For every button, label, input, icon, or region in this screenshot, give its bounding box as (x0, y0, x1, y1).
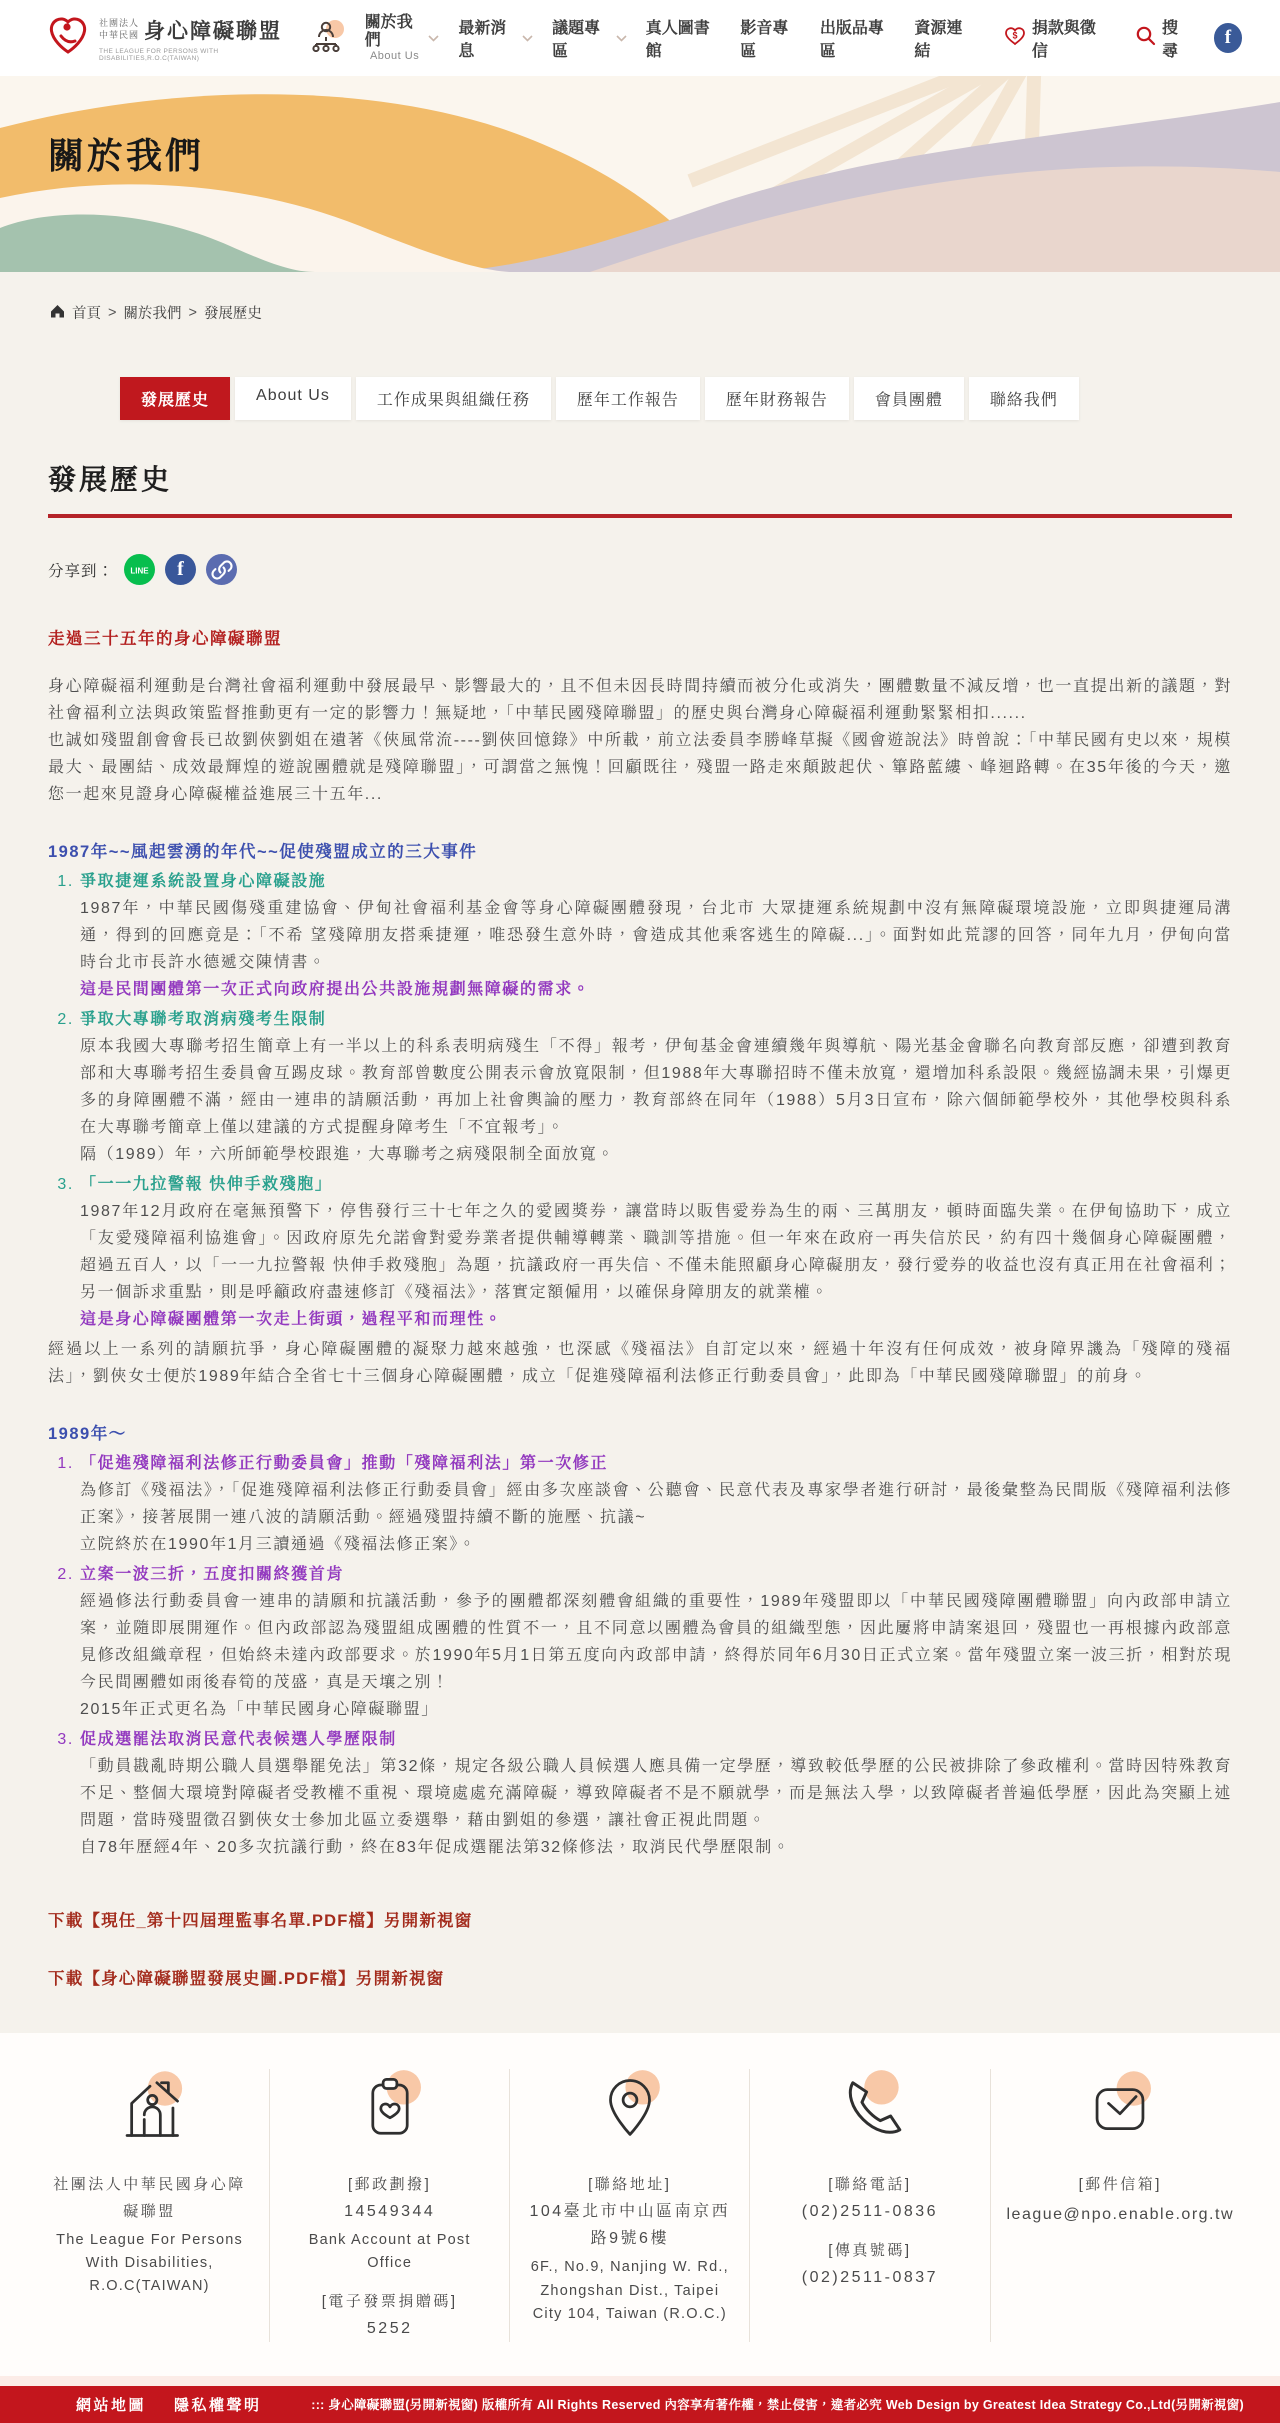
event-extra: 2015年正式更名為「中華民國身心障礙聯盟」 (80, 1701, 439, 1718)
location-icon (526, 2069, 733, 2155)
tab-financial-reports[interactable]: 歷年財務報告 (705, 377, 849, 420)
footer-address-column (510, 2069, 750, 2342)
chevron-down-icon (616, 29, 627, 47)
list-item (80, 868, 1232, 1003)
tab-achievements[interactable]: 工作成果與組織任務 (356, 377, 551, 420)
footer-invoice-label: [電子發票捐贈碼] (321, 2292, 458, 2310)
list-item (80, 1171, 1232, 1333)
tab-history[interactable]: 發展歷史 (120, 377, 230, 420)
event-body: 為修訂《殘福法》，「促進殘障福利法修正行動委員會」經由多次座談會、公聽會、民意代表及專家學者進行研討，最後彙整為民間版《殘障福利法修正案》，接著展開一連八波的請願活動。經過殘盟持續不斷的施壓、抗議~ (80, 1482, 1232, 1526)
donate-button[interactable]: $ 捐款與徵信 (1004, 15, 1106, 61)
event-title[interactable]: 爭取大專聯考取消病殘考生限制 (80, 1011, 327, 1028)
footer-divider-strip (0, 2376, 1280, 2386)
footer-address-label: [聯絡地址] (588, 2176, 672, 2193)
event-body: 原本我國大專聯考招生簡章上有一半以上的科系表明病殘生「不得」報考，伊甸基金會連續幾年與導航、陽光基金會聯名向教育部反應，卻遭到教育部和大專聯考招生委員會互踢皮球。教育部曾數度公開表示會放寬限制，但1988年大專聯招時不僅未放寬，還增加科系設限。幾經協調未果，引爆更多的身障團體不滿，經由一連串的請願活動，再加上社會輿論的壓力，教育部終在同年（1988）5月3日宣布，除六個師範學校外，其他學校與科系在大專聯考簡章上僅以建議的方式提醒身障考生「不宜報考」。 (80, 1038, 1232, 1136)
breadcrumb-separator: > (188, 304, 197, 321)
site-logo[interactable] (46, 14, 310, 63)
section-heading-1989: 1989年～ (48, 1425, 127, 1443)
event-body: 1987年12月政府在毫無預警下，停售發行三十七年之久的愛國獎券，讓當時以販售愛券為生的兩、三萬朋友，頓時面臨失業。在伊甸協助下，成立「友愛殘障福利協進會」。因政府原先允諾會對愛券業者提供輔導轉業、職訓等措施。但一年來在政府一再失信於民，約有四十幾個身心障礙團體，超過五百人，以「一一九拉警報 快伸手救殘胞」為題，抗議政府一再失信、不僅未能照顧身心障礙朋友，發行愛券的收益也沒有真正用在社會福利；另一個訴求重點，則是呼籲政府盡速修訂《殘福法》，落實定額僱用，以確保身障朋友的就業權。 (80, 1203, 1232, 1301)
svg-text:LINE: LINE (130, 566, 149, 576)
copy-link-icon[interactable] (206, 554, 237, 585)
breadcrumb (0, 272, 1280, 323)
footer-address-en: 6F., No.9, Nanjing W. Rd., Zhongshan Dist., Taipei City 104, Taiwan (R.O.C.) (530, 2259, 729, 2322)
tab-work-reports[interactable]: 歷年工作報告 (556, 377, 700, 420)
list-item (80, 1726, 1232, 1861)
footer-org-column (30, 2069, 270, 2342)
copyright-text: ::: 身心障礙聯盟(另開新視窗) 版權所有 All Rights Reserved 內容享有著作權，禁止侵害，違者必究 Web Design by Greatest Idea Strategy Co.,Ltd(另開新視窗) (311, 2398, 1244, 2413)
privacy-link[interactable]: 隱私權聲明 (174, 2396, 262, 2414)
footer-invoice-code: 5252 (366, 2319, 413, 2337)
footer-mail-label: [郵件信箱] (1078, 2176, 1162, 2193)
breadcrumb-about[interactable]: 關於我們 (123, 306, 182, 322)
event-extra: 隔（1989）年，六所師範學校跟進，大專聯考之病殘限制全面放寬。 (80, 1146, 615, 1163)
breadcrumb-separator: > (108, 304, 117, 321)
hero-banner (0, 76, 1280, 272)
bottom-bar (0, 2386, 1280, 2423)
heart-donate-icon (1004, 26, 1026, 51)
footer-fax-label: [傳真號碼] (828, 2242, 912, 2260)
logo-name: 身心障礙聯盟 (144, 19, 283, 43)
footer-postal-label: [郵政劃撥] (348, 2176, 432, 2193)
event-highlight: 這是民間團體第一次正式向政府提出公共設施規劃無障礙的需求。 (80, 981, 591, 998)
footer-fax-number: (02)2511-0837 (801, 2269, 939, 2287)
svg-text:$: $ (1012, 30, 1018, 40)
footer-email-link[interactable]: league@npo.enable.org.tw (1006, 2206, 1234, 2223)
event-body: 經過修法行動委員會一連串的請願和抗議活動，參予的團體都深刻體會組織的重要性，1989年殘盟即以「中華民國殘障團體聯盟」向內政部申請立案，並隨即展開運作。但內政部認為殘盟組成團體的性質不一，且不同意以團體為會員的組織型態，因此屢將申請案退回，殘盟也一再根據內政部意見修改組織章程，但始終未達內政部要求。於1990年5月1日第五度向內政部申請，終得於同年6月30日正式立案。當年殘盟立案一波三折，相對於現今民間團體如雨後春筍的茂盛，真是天壤之別！ (80, 1593, 1232, 1691)
footer-tel-label: [聯絡電話] (828, 2176, 912, 2193)
events-list-1989 (48, 1450, 1232, 1861)
event-extra: 自78年歷經4年、20多次抗議行動，終在83年促成選罷法第32條修法，取消民代學歷限制。 (80, 1839, 791, 1856)
share-row (48, 554, 1232, 585)
site-footer (0, 2033, 1280, 2376)
chevron-down-icon (522, 29, 533, 47)
article-heading: 走過三十五年的身心障礙聯盟 (48, 630, 282, 648)
event-title[interactable]: 促成選罷法取消民意代表候選人學歷限制 (80, 1731, 397, 1748)
home-icon (50, 304, 65, 322)
list-item (80, 1561, 1232, 1723)
mail-icon (1007, 2069, 1235, 2155)
site-header (0, 0, 1280, 76)
tab-about-us[interactable]: About Us (235, 377, 351, 420)
footer-tel-number: (02)2511-0836 (801, 2203, 939, 2220)
section-tabs (120, 377, 1280, 420)
breadcrumb-current: 發展歷史 (203, 306, 262, 322)
main-nav (310, 14, 1242, 61)
tab-contact[interactable]: 聯絡我們 (969, 377, 1079, 420)
breadcrumb-home[interactable]: 首頁 (72, 306, 101, 322)
footer-postal-number: 14549344 (344, 2203, 436, 2220)
list-item (80, 1006, 1232, 1168)
phone-icon (766, 2069, 973, 2155)
logo-name-en: THE LEAGUE FOR PERSONS WITH DISABILITIES,R.O.C(TAIWAN) (99, 47, 219, 62)
intro-paragraph: 身心障礙福利運動是台灣社會福利運動中發展最早、影響最大的，且不但未因長時間持續而被分化或消失，團體數量不減反增，也一直提出新的議題，對社會福利立法與政策監督推動更有一定的影響力！無疑地，「中華民國殘障聯盟」的歷史與台灣身心障礙福利運動緊緊相扣...... (48, 678, 1232, 722)
footer-postal-label-en: Bank Account at Post Office (308, 2232, 471, 2272)
hero-title: 關於我們 (48, 135, 205, 176)
page-title: 發展歷史 (48, 464, 173, 495)
sitemap-link[interactable]: 網站地圖 (76, 2396, 147, 2414)
event-highlight: 這是身心障礙團體第一次走上街頭，過程平和而理性。 (80, 1311, 503, 1328)
search-button[interactable]: 搜尋 (1135, 15, 1191, 61)
list-item (80, 1450, 1232, 1558)
download-history-chart-link[interactable]: 下載【身心障礙聯盟發展史圖.PDF檔】另開新視窗 (48, 1970, 445, 1988)
section-closing: 經過以上一系列的請願抗爭，身心障礙團體的凝聚力越來越強，也深感《殘福法》自訂定以來，經過十年沒有任何成效，被身障界譏為「殘障的殘福法」，劉俠女士便於1989年結合全省七十三個身心障礙團體，成立「促進殘障福利法修正行動委員會」，此即為「中華民國殘障聯盟」的前身。 (48, 1341, 1232, 1385)
intro-paragraph: 也誠如殘盟創會會長已故劉俠劉姐在遺著《俠風常流----劉俠回憶錄》中所載，前立法委員李勝峰草擬《國會遊說法》時曾說：「中華民國有史以來，規模最大、最團結、成效最輝煌的遊說團體就是殘障聯盟」，可謂當之無愧！回顧既往，殘盟一路走來顛跛起伏、篳路藍縷、峰迴路轉。在35年後的今天，邀您一起來見證身心障礙權益進展三十五年... (48, 732, 1232, 803)
download-board-list-link[interactable]: 下載【現任_第十四屆理監事名單.PDF檔】另開新視窗 (48, 1912, 473, 1930)
nav-item-video[interactable]: 影音專區 (740, 20, 789, 60)
facebook-share-icon[interactable]: f (165, 554, 196, 585)
search-icon (1135, 25, 1156, 51)
event-title[interactable]: 「一一九拉警報 快伸手救殘胞」 (80, 1176, 333, 1193)
league-logo-icon (46, 14, 90, 63)
nav-item-issues[interactable]: 議題專區 (552, 15, 627, 61)
chevron-down-icon (428, 29, 439, 47)
house-icon (46, 2069, 253, 2155)
event-title[interactable]: 「促進殘障福利法修正行動委員會」推動「殘障福利法」第一次修正 (80, 1455, 609, 1472)
tab-member-groups[interactable]: 會員團體 (854, 377, 964, 420)
event-title[interactable]: 爭取捷運系統設置身心障礙設施 (80, 873, 327, 890)
nav-item-about[interactable]: 關於我們 About Us (365, 14, 440, 61)
event-body: 「動員戡亂時期公職人員選舉罷免法」第32條，規定各級公職人員候選人應具備一定學歷，導致較低學歷的公民被排除了參政權利。當時因特殊教育不足、整個大環境對障礙者受教權不重視、環境處處充滿障礙，導致障礙者不是不願就學，而是無法入學，以致障礙者普遍低學歷，因此為突顯上述問題，當時殘盟徵召劉俠女士參加北區立委選舉，藉由劉姐的參選，讓社會正視此問題。 (80, 1758, 1232, 1829)
footer-address-cn: 104臺北市中山區南京西路9號6樓 (529, 2203, 731, 2248)
footer-contact-column (750, 2069, 990, 2342)
title-rule (48, 514, 1232, 518)
sitemap-icon[interactable] (310, 20, 346, 57)
facebook-icon[interactable]: f (1214, 23, 1242, 53)
postal-donation-icon (286, 2069, 493, 2155)
line-share-icon[interactable] (124, 554, 155, 585)
nav-item-library[interactable]: 真人圖書館 (645, 20, 710, 60)
nav-item-resources[interactable]: 資源連結 (914, 20, 963, 60)
logo-org-type: 社團法人 中華民國 (99, 18, 140, 40)
event-extra: 立院終於在1990年1月三讀通過《殘福法修正案》。 (80, 1536, 477, 1553)
event-title[interactable]: 立案一波三折，五度扣關終獲首肯 (80, 1566, 345, 1583)
main-content (0, 458, 1280, 1989)
event-body: 1987年，中華民國傷殘重建協會、伊甸社會福利基金會等身心障礙團體發現，台北市 大眾捷運系統規劃中沒有無障礙環境設施，立即與捷運局溝通，得到的回應竟是：「不希 望殘障朋友搭乘捷運，唯恐發生意外時，會造成其他乘客逃生的障礙...」。面對如此荒謬的回答，同年九月，伊甸向當時台北市長許水德遞交陳情書。 (80, 900, 1232, 971)
nav-item-news[interactable]: 最新消息 (458, 15, 533, 61)
footer-org-name-en: The League For Persons With Disabilities, R.O.C(TAIWAN) (56, 2232, 243, 2295)
footer-org-name-cn: 社團法人中華民國身心障礙聯盟 (53, 2176, 246, 2220)
footer-mail-column (991, 2069, 1251, 2342)
share-label: 分享到： (48, 562, 115, 580)
section-heading-1987: 1987年~~風起雲湧的年代~~促使殘盟成立的三大事件 (48, 843, 478, 861)
nav-item-publications[interactable]: 出版品專區 (819, 20, 884, 60)
events-list-1987 (48, 868, 1232, 1333)
footer-postal-column (270, 2069, 510, 2342)
